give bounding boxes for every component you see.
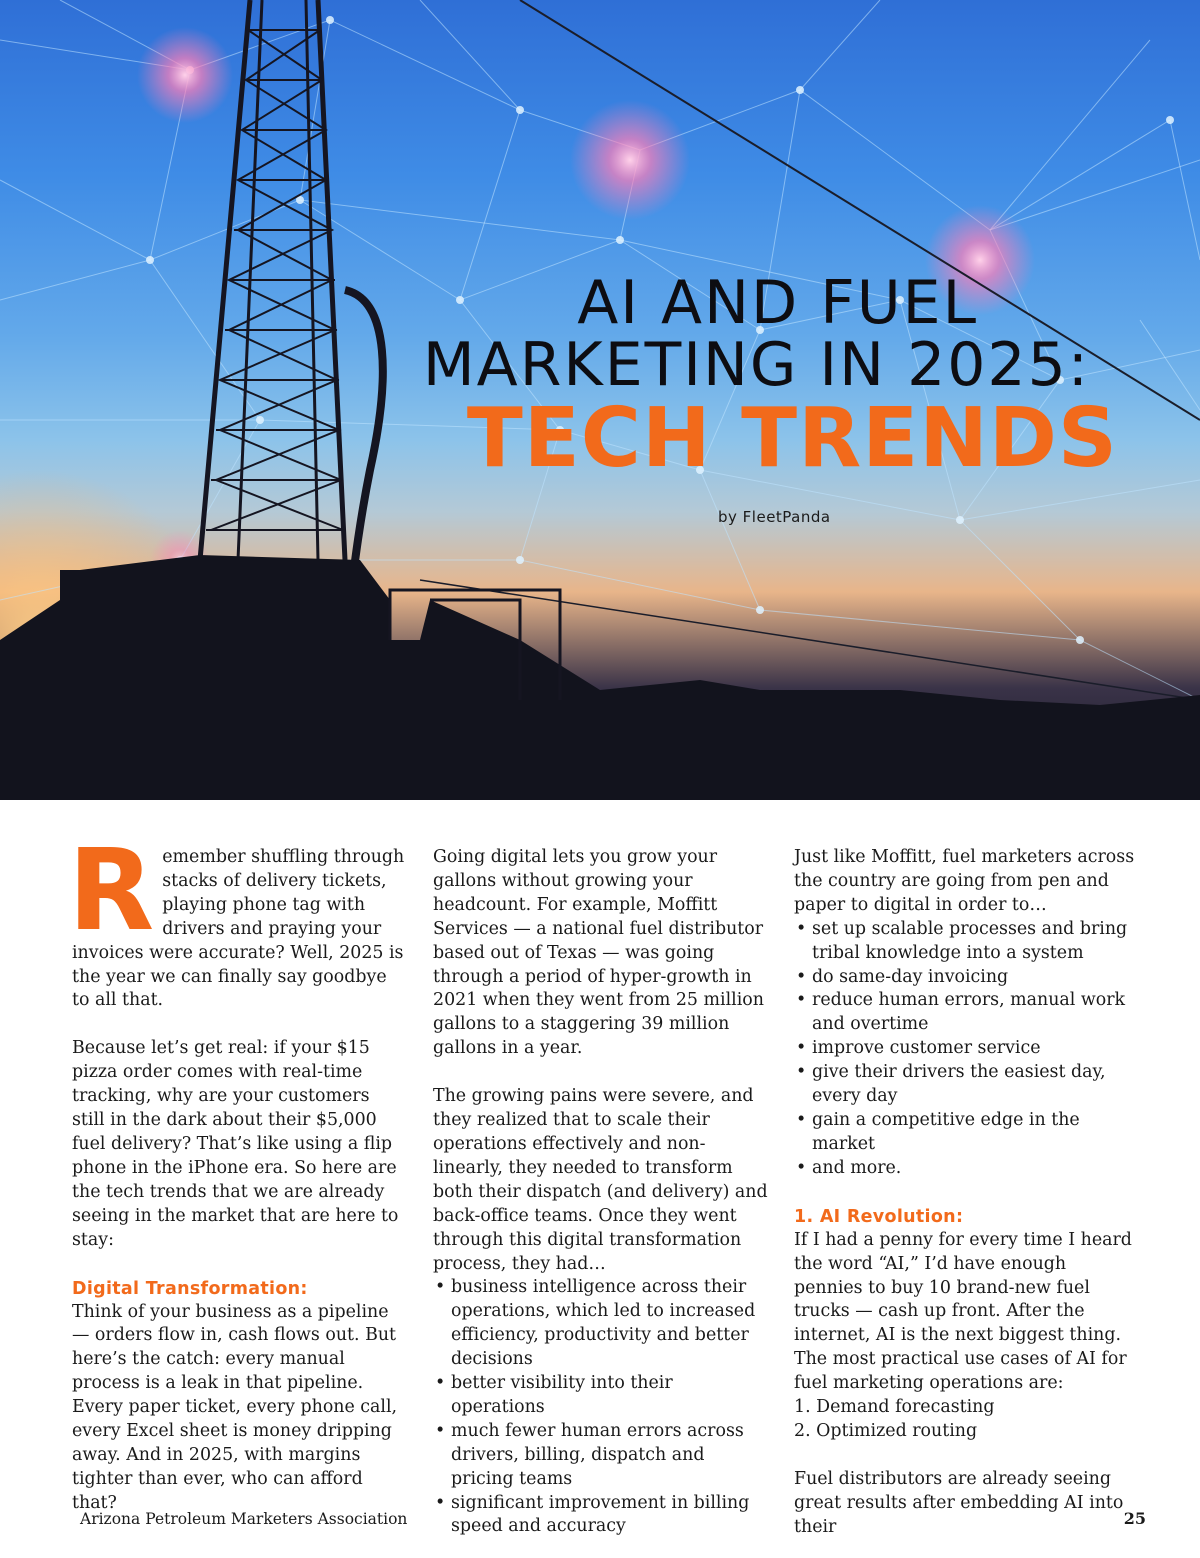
list-item: • improve customer service xyxy=(794,1037,1139,1061)
title-line-1: AI AND FUEL xyxy=(577,268,978,338)
list-item: • business intelligence across their operations, which led to increased efficiency, productivity and better decisions xyxy=(433,1276,768,1372)
intro-paragraph xyxy=(68,826,407,1013)
list-item: • better visibility into their operations xyxy=(433,1372,768,1420)
footer-publication-name: Arizona Petroleum Marketers Association xyxy=(80,1510,408,1528)
section-heading-ai-revolution: 1. AI Revolution: xyxy=(794,1206,964,1227)
list-item: • and more. xyxy=(794,1157,1139,1181)
page-number: 25 xyxy=(1123,1509,1146,1528)
list-item: • set up scalable processes and bring tribal knowledge into a system xyxy=(794,918,1139,966)
paragraph: Just like Moffitt, fuel marketers across the country are going from pen and paper to digital in order to… xyxy=(794,847,1135,915)
list-item: • reduce human errors, manual work and overtime xyxy=(794,989,1139,1037)
intro-text: emember shuffling through stacks of delivery tickets, playing phone tag with drivers and praying your invoices were accurate? Well, 2025 is the year we can finally say goodbye to all that. xyxy=(72,847,405,1011)
article-column-1 xyxy=(68,826,407,1516)
title-accent: TECH TRENDS xyxy=(466,391,1118,486)
article-column-2 xyxy=(433,846,768,1539)
byline: by FleetPanda xyxy=(718,508,831,526)
paragraph: Going digital lets you grow your gallons without growing your headcount. For example, Moffitt Services — a national fuel distributor based out of Texas — was going through a period of hyper-growth in 2021 when they went from 25 million gallons to a staggering 39 million gallons in a year. xyxy=(433,847,764,1059)
numbered-item: 1. Demand forecasting xyxy=(794,1397,995,1418)
drop-cap: R xyxy=(68,826,155,956)
article-title xyxy=(380,268,1140,486)
numbered-item: 2. Optimized routing xyxy=(794,1420,978,1441)
paragraph: Fuel distributors are already seeing great results after embedding AI into their xyxy=(794,1468,1124,1537)
list-item: • significant improvement in billing speed and accuracy xyxy=(433,1492,768,1540)
title-line-2: MARKETING IN 2025: xyxy=(422,330,1090,400)
article-column-3 xyxy=(794,846,1139,1540)
list-item: • give their drivers the easiest day, every day xyxy=(794,1061,1139,1109)
paragraph: If I had a penny for every time I heard the word “AI,” I’d have enough pennies to buy 10 brand-new fuel trucks — cash up front. After the internet, AI is the next biggest thing. The most practical use cases of AI for fuel marketing operations are: xyxy=(794,1229,1132,1394)
paragraph: The growing pains were severe, and they realized that to scale their operations effectively and non-linearly, they needed to transform both their dispatch (and delivery) and back-office teams. Once they went through this digital transformation process, they had… xyxy=(433,1086,768,1274)
section-heading-digital-transformation: Digital Transformation: xyxy=(72,1278,308,1299)
list-item: • do same-day invoicing xyxy=(794,966,1139,990)
bullet-list xyxy=(433,1276,768,1539)
paragraph: Because let’s get real: if your $15 pizza order comes with real-time tracking, why are your customers still in the dark about their $5,000 fuel delivery? That’s like using a flip phone in the iPhone era. So here are the tech trends that we are already seeing in the market that are here to stay: xyxy=(72,1038,399,1250)
list-item: • gain a competitive edge in the market xyxy=(794,1109,1139,1157)
list-item: • much fewer human errors across drivers, billing, dispatch and pricing teams xyxy=(433,1420,768,1492)
paragraph: Think of your business as a pipeline — orders flow in, cash flows out. But here’s the catch: every manual process is a leak in that pipeline. Every paper ticket, every phone call, every Excel sheet is money dripping away. And in 2025, with margins tighter than ever, who can afford that? xyxy=(72,1301,398,1513)
bullet-list xyxy=(794,918,1139,1181)
